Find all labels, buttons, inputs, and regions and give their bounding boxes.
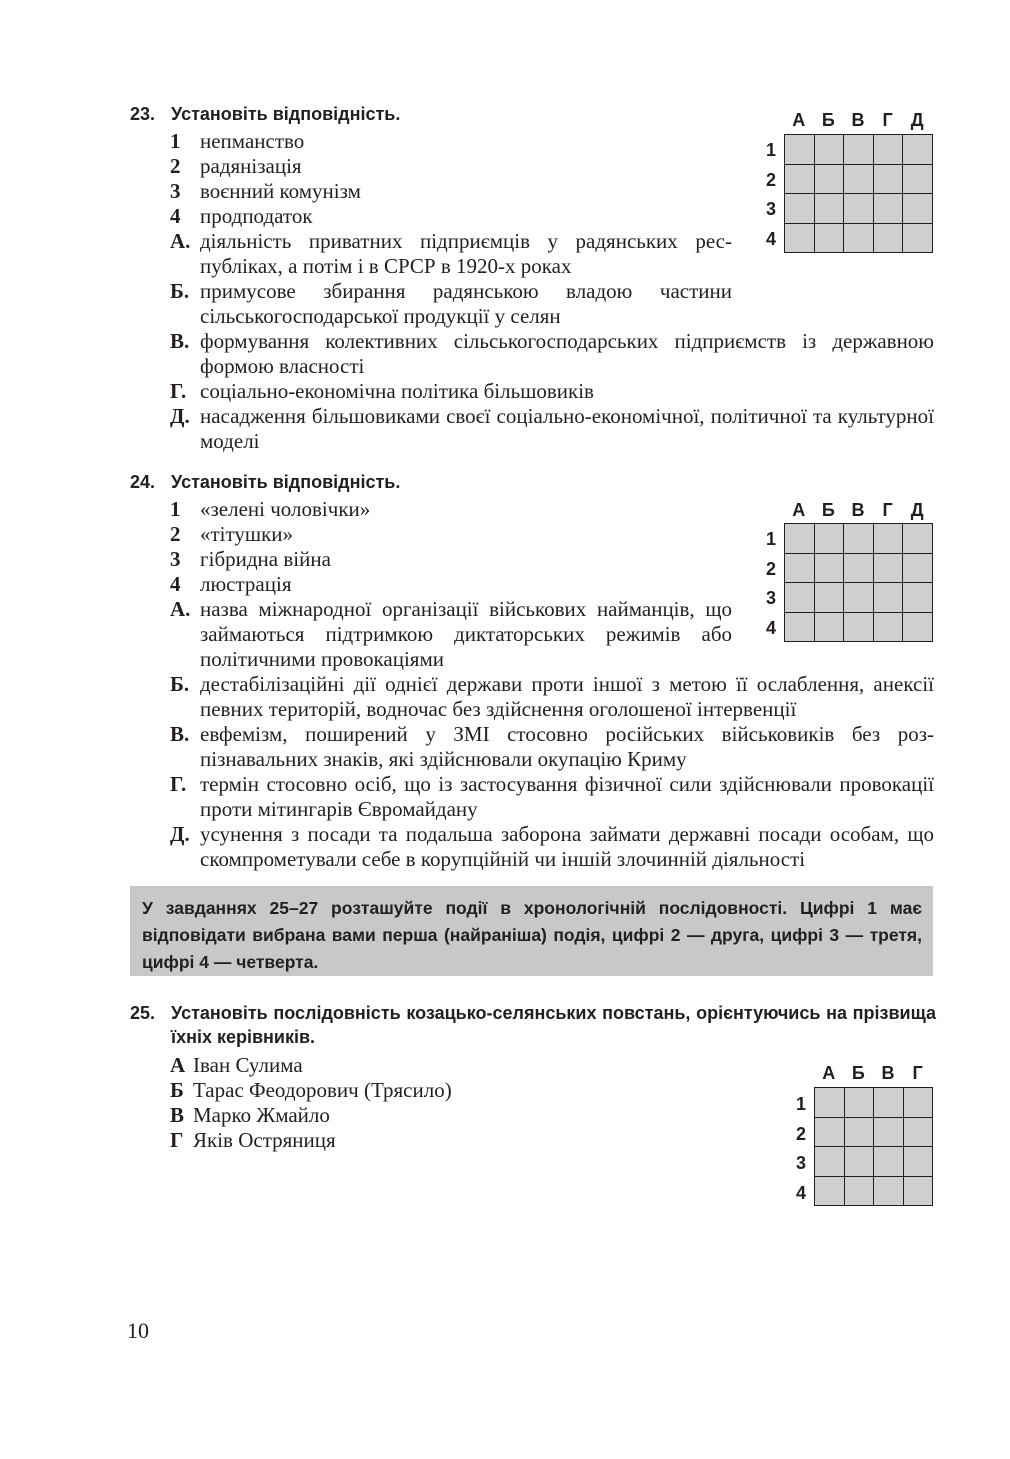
task-number: 25. bbox=[130, 1003, 156, 1023]
grid-column-headers bbox=[814, 1063, 932, 1084]
list-item: 1 «зелені чоловічки» bbox=[170, 497, 371, 521]
option-item: В. формування колективних сільськогосподарських підприємств із державною формою власності bbox=[170, 329, 934, 378]
grid-col-label: В bbox=[851, 110, 865, 130]
grid-row-label: 4 bbox=[766, 228, 777, 249]
task-25-list bbox=[170, 1053, 770, 1153]
grid-row-label: 4 bbox=[796, 1182, 807, 1203]
grid-col-label: Б bbox=[851, 1063, 865, 1083]
list-item: 1 непманство bbox=[170, 129, 305, 153]
task-number: 23. bbox=[130, 104, 156, 124]
task-23-list bbox=[170, 129, 934, 454]
answer-cell[interactable] bbox=[874, 1176, 904, 1206]
grid-col-label: А bbox=[792, 110, 806, 130]
grid-row-label: 3 bbox=[796, 1153, 807, 1174]
answer-cell[interactable] bbox=[844, 1147, 874, 1177]
task-question: Установіть відповідність. bbox=[171, 472, 401, 492]
grid-col-label: Б bbox=[821, 110, 835, 130]
task-24-heading bbox=[130, 470, 400, 494]
answer-cell[interactable] bbox=[815, 1147, 845, 1177]
grid-col-label: В bbox=[851, 500, 865, 520]
option-item: В Марко Жмайло bbox=[170, 1103, 330, 1127]
list-item: 3 воєнний комунізм bbox=[170, 179, 361, 203]
answer-cell[interactable] bbox=[903, 1176, 933, 1206]
answer-cell[interactable] bbox=[815, 1088, 845, 1118]
answer-cells bbox=[814, 1087, 933, 1206]
grid-row-label: 3 bbox=[766, 199, 777, 220]
grid-col-label: Г bbox=[912, 1063, 923, 1083]
answer-cell[interactable] bbox=[874, 1147, 904, 1177]
answer-cell[interactable] bbox=[874, 1088, 904, 1118]
task-23-heading bbox=[130, 102, 400, 126]
grid-row-label: 3 bbox=[766, 588, 777, 609]
option-item: А. діяльність приватних підприємців у радянських республіках, а потім і в СРСР в 1920-х роках bbox=[170, 229, 732, 278]
answer-cell[interactable] bbox=[903, 1117, 933, 1147]
list-item: 3 гібридна війна bbox=[170, 547, 331, 571]
task-number: 24. bbox=[130, 472, 156, 492]
grid-col-label: Д bbox=[910, 500, 924, 520]
answer-cell[interactable] bbox=[844, 1117, 874, 1147]
option-item: Д. усунення з посади та подальша заборона займати державні посади особам, що скомпрометували себе в корупційній чи іншій злочинній діяльності bbox=[170, 822, 934, 871]
option-item: В. евфемізм, поширений у ЗМІ стосовно російських військовиків без розпізнавальних знаків, які здійснювали окупацію Криму bbox=[170, 722, 934, 771]
option-item: Г. термін стосовно осіб, що із застосування фізичної сили здійснювали провокації проти мітингарів Євромайдану bbox=[170, 772, 934, 821]
answer-cell[interactable] bbox=[815, 1176, 845, 1206]
list-item: 4 продподаток bbox=[170, 204, 313, 228]
grid-row-label: 4 bbox=[766, 617, 777, 638]
task-question: Установіть відповідність. bbox=[171, 104, 401, 124]
grid-row-label: 2 bbox=[766, 169, 777, 190]
grid-row-label: 1 bbox=[796, 1094, 807, 1114]
grid-col-label: А bbox=[792, 500, 806, 520]
grid-row-label: 2 bbox=[766, 558, 777, 579]
task-24-list bbox=[170, 497, 934, 872]
grid-col-label: А bbox=[822, 1063, 836, 1083]
grid-row-label: 2 bbox=[796, 1123, 807, 1144]
grid-col-label: В bbox=[881, 1063, 895, 1083]
option-item: А Іван Сулима bbox=[170, 1053, 303, 1077]
answer-cell[interactable] bbox=[903, 1147, 933, 1177]
grid-column-headers bbox=[784, 110, 932, 131]
answer-cell[interactable] bbox=[844, 1176, 874, 1206]
option-item: Д. насадження більшовиками своєї соціально-економічної, політичної та культурної моделі bbox=[170, 404, 934, 453]
instruction-box: У завданнях 25–27 розташуйте події в хронологічній послідовності. Цифрі 1 має відповідати вибрана вами перша (найраніша) подія, цифрі 2 — друга, цифрі 3 — третя, цифрі 4 — четверта. bbox=[130, 886, 933, 976]
answer-cell[interactable] bbox=[903, 1088, 933, 1118]
answer-cell[interactable] bbox=[874, 1117, 904, 1147]
option-item: Г. соціально-економічна політика більшовиків bbox=[170, 379, 594, 403]
grid-col-label: Д bbox=[910, 110, 924, 130]
option-item: А. назва міжнародної організації військових найманців, що займаються підтримкою диктаторських режимів або політичними провокаціями bbox=[170, 597, 732, 671]
answer-grid-25 bbox=[796, 1063, 936, 1208]
page-number: 10 bbox=[127, 1318, 149, 1343]
list-item: 2 «тітушки» bbox=[170, 522, 294, 546]
answer-cell[interactable] bbox=[844, 1088, 874, 1118]
option-item: Б. примусове збирання радянською владою частини сільськогосподарської продукції у селян bbox=[170, 279, 732, 328]
grid-row-label: 1 bbox=[766, 140, 777, 160]
answer-cell[interactable] bbox=[815, 1117, 845, 1147]
task-question: Установіть послідовність козацько-селянських повстань, орієнтуючись на прізвища їхніх керівників. bbox=[171, 1003, 936, 1047]
option-item: Г Яків Остряниця bbox=[170, 1128, 336, 1152]
grid-row-headers bbox=[796, 1089, 806, 1207]
grid-col-label: Б bbox=[821, 500, 835, 520]
task-25-heading bbox=[130, 1001, 936, 1049]
grid-row-label: 1 bbox=[766, 529, 777, 549]
option-item: Б. дестабілізаційні дії однієї держави проти іншої з метою її ослаблення, анексії певних територій, водночас без здійснення оголошеної інтервенції bbox=[170, 672, 934, 721]
list-item: 4 люстрація bbox=[170, 572, 292, 596]
grid-col-label: Г bbox=[882, 500, 893, 520]
grid-col-label: Г bbox=[882, 110, 893, 130]
option-item: Б Тарас Феодорович (Трясило) bbox=[170, 1078, 452, 1102]
list-item: 2 радянізація bbox=[170, 154, 302, 178]
